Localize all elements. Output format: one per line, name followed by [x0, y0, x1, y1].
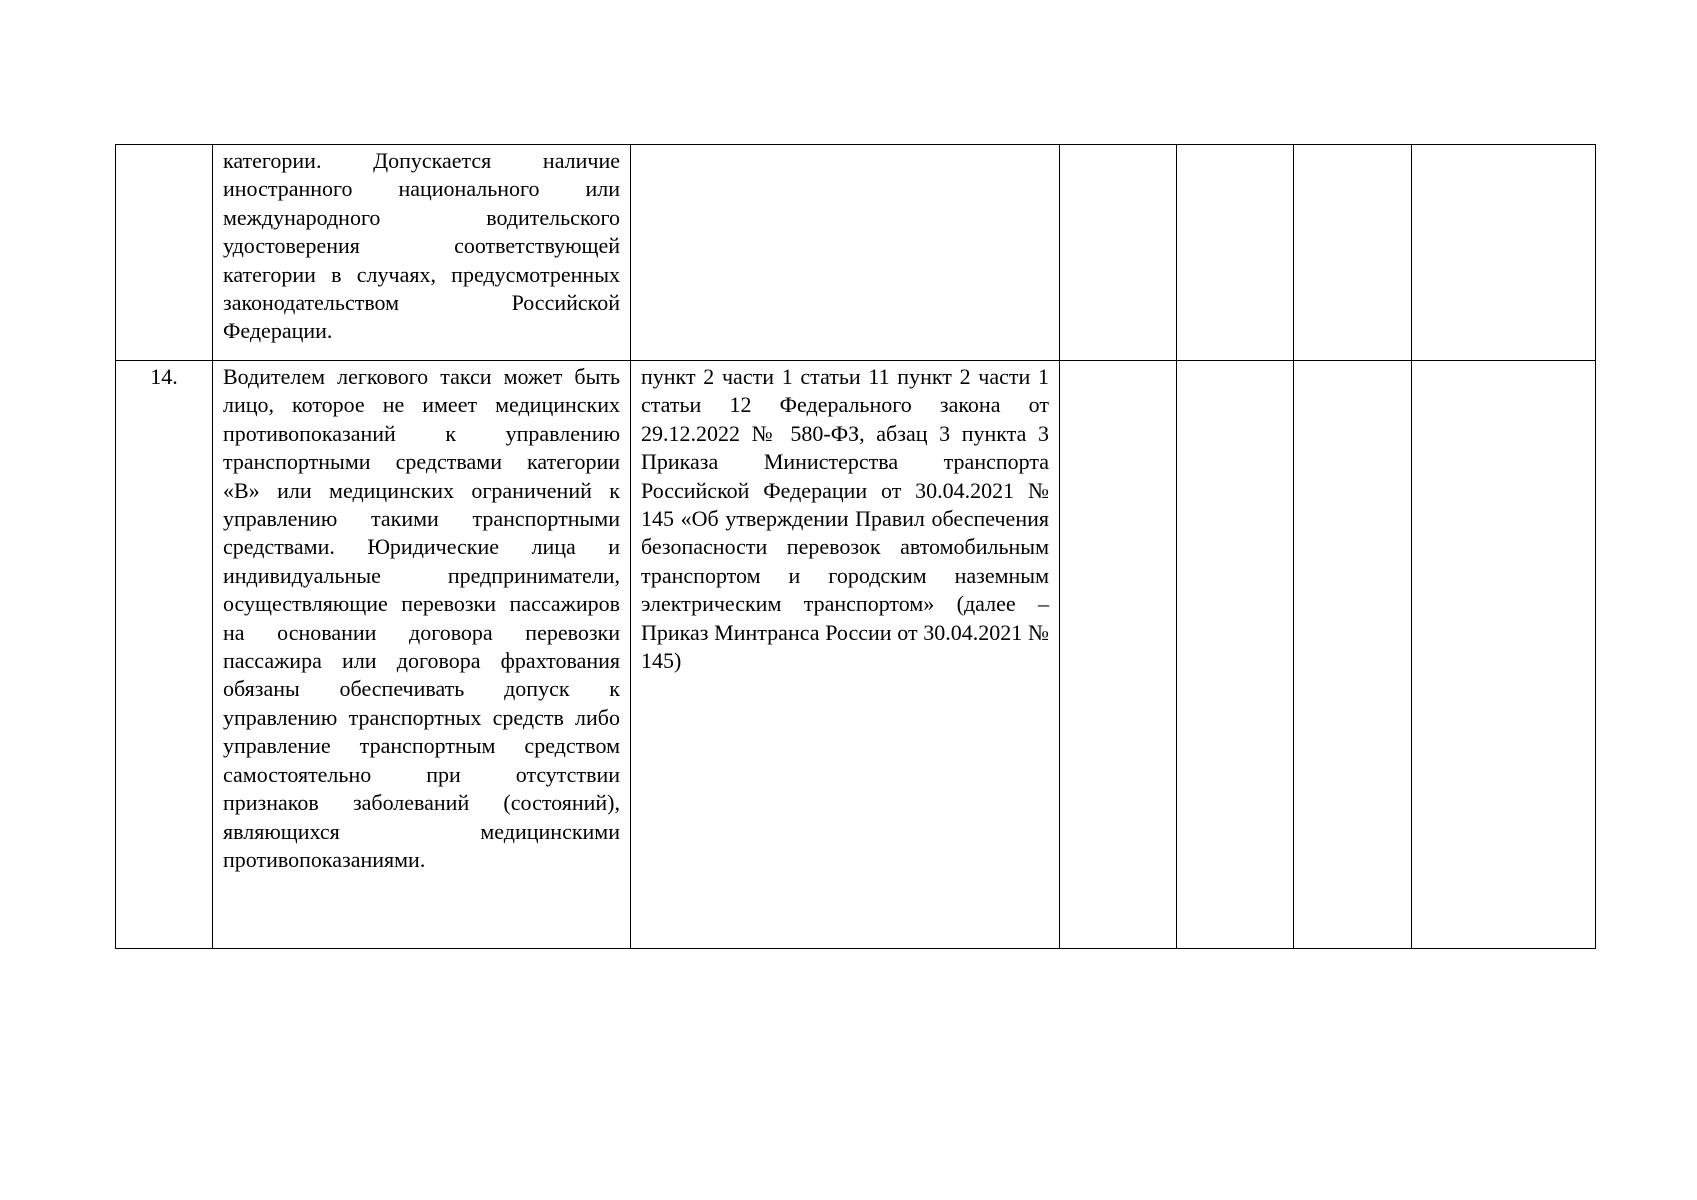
empty-cell — [1412, 361, 1596, 949]
legal-reference-cell — [631, 361, 1060, 949]
empty-cell — [1060, 145, 1177, 361]
requirement-text: категории. Допускается наличие иностранного национального или международного водительского удостоверения соответствующей категории в случаях, предусмотренных законодательством Российской Федерации. — [223, 148, 620, 344]
legal-reference-cell — [631, 145, 1060, 361]
row-number-cell — [116, 145, 213, 361]
empty-cell — [1177, 145, 1294, 361]
empty-cell — [1294, 145, 1412, 361]
legal-reference-text: пункт 2 части 1 статьи 11 пункт 2 части 1 статьи 12 Федерального закона от 29.12.2022 № 580-ФЗ, абзац 3 пункта 3 Приказа Министерства транспорта Российской Федерации от 30.04.2021 № 145 «Об утверждении Правил обеспечения безопасности перевозок автомобильным транспортом и городским наземным электрическим транспортом» (далее – Приказ Минтранса России от 30.04.2021 № 145) — [641, 364, 1049, 674]
requirements-table — [115, 144, 1596, 949]
table-row — [116, 361, 1596, 949]
empty-cell — [1412, 145, 1596, 361]
empty-cell — [1060, 361, 1177, 949]
row-number-cell: 14. — [116, 361, 213, 949]
empty-cell — [1294, 361, 1412, 949]
requirement-text: Водителем легкового такси может быть лицо, которое не имеет медицинских противопоказаний к управлению транспортными средствами категории «В» или медицинских ограничений к управлению такими транспортными средствами. Юридические лица и индивидуальные предприниматели, осуществляющие перевозки пассажиров на основании договора перевозки пассажира или договора фрахтования обязаны обеспечивать допуск к управлению транспортных средств либо управление транспортным средством самостоятельно при отсутствии признаков заболеваний (состояний), являющихся медицинскими противопоказаниями. — [223, 364, 620, 872]
requirement-cell — [213, 145, 631, 361]
table-row — [116, 145, 1596, 361]
requirement-cell — [213, 361, 631, 949]
empty-cell — [1177, 361, 1294, 949]
